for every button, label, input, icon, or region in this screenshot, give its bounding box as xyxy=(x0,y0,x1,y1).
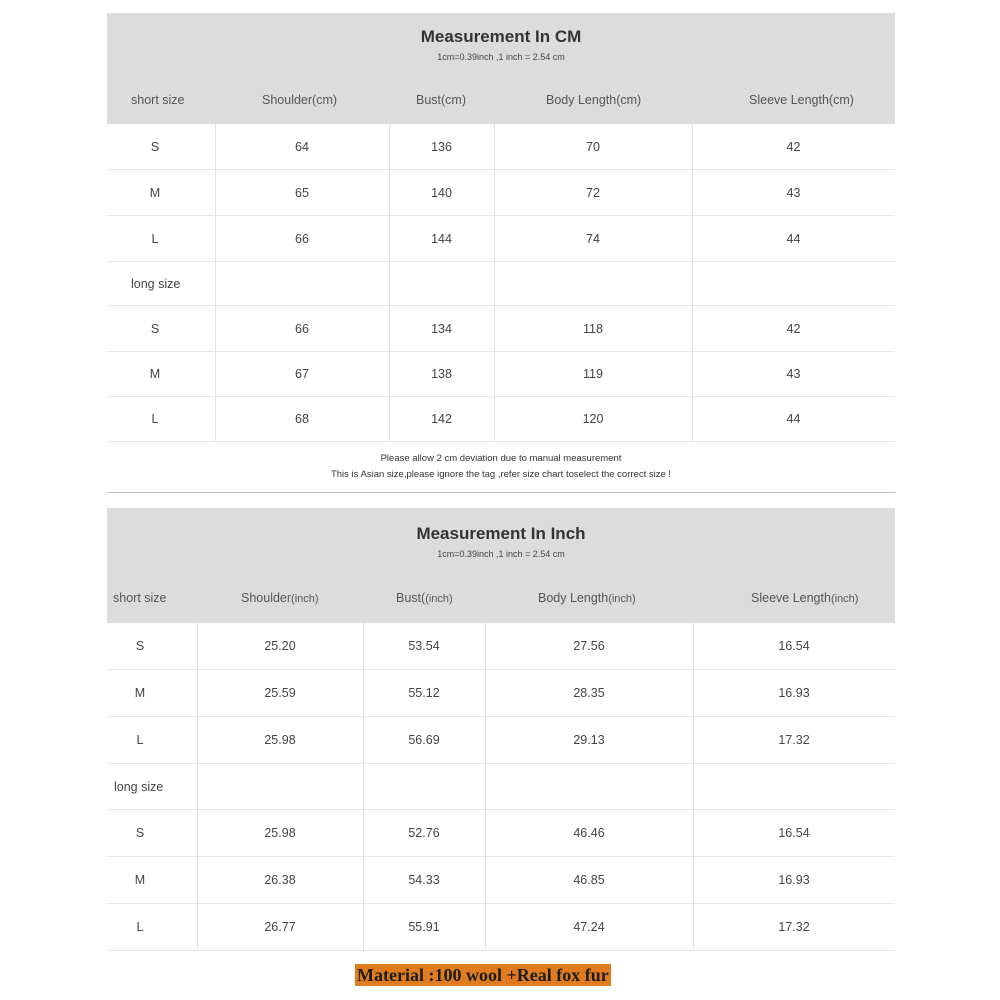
sleeve-length-cell: 42 xyxy=(786,139,801,154)
body-length-cell: 118 xyxy=(583,321,603,336)
sleeve-length-cell: 43 xyxy=(786,367,801,381)
bust-cell: 52.76 xyxy=(408,826,440,840)
bust-cell: 142 xyxy=(431,412,452,426)
inch-size-chart xyxy=(107,508,895,951)
asian-size-note: This is Asian size,please ignore the tag ,refer size chart toselect the correct size ! xyxy=(330,469,672,480)
size-cell: M xyxy=(134,873,146,887)
shoulder-cell: 67 xyxy=(295,367,309,381)
table-row xyxy=(107,623,895,670)
sleeve-length-cell: 16.54 xyxy=(778,639,810,653)
bust-cell: 136 xyxy=(431,139,452,154)
table-row xyxy=(107,306,895,352)
table-row xyxy=(107,904,895,951)
table-row xyxy=(107,717,895,764)
body-length-cell: 70 xyxy=(586,139,600,154)
inch-header-size: short size xyxy=(113,591,167,605)
bust-cell: 55.12 xyxy=(408,686,440,700)
shoulder-cell: 25.59 xyxy=(264,686,296,700)
shoulder-cell: 64 xyxy=(295,139,309,154)
inch-header-shoulder: Shoulder(inch) xyxy=(241,591,319,605)
sleeve-length-cell: 42 xyxy=(786,321,801,336)
cm-conversion-note: 1cm=0.39inch ,1 inch = 2.54 cm xyxy=(437,52,565,62)
table-row xyxy=(107,352,895,397)
sleeve-length-cell: 16.54 xyxy=(778,826,810,840)
table-row xyxy=(107,216,895,262)
size-cell: M xyxy=(134,686,146,700)
sleeve-length-cell: 43 xyxy=(786,185,801,200)
body-length-cell: 47.24 xyxy=(573,920,605,934)
size-cell: L xyxy=(151,231,159,246)
inch-table-header xyxy=(107,508,895,623)
body-length-cell: 46.46 xyxy=(573,826,605,840)
body-length-cell: 46.85 xyxy=(573,873,605,887)
bust-cell: 53.54 xyxy=(408,639,440,653)
sleeve-length-cell: 44 xyxy=(786,231,801,246)
shoulder-cell: 25.98 xyxy=(264,826,296,840)
inch-header-bust: Bust((inch) xyxy=(396,591,453,605)
bust-cell: 140 xyxy=(431,185,452,200)
sleeve-length-cell: 17.32 xyxy=(778,733,810,747)
sleeve-length-cell: 44 xyxy=(786,412,801,426)
long-size-label: long size xyxy=(131,276,181,291)
table-row xyxy=(107,857,895,904)
body-length-cell: 27.56 xyxy=(573,639,605,653)
size-cell: L xyxy=(151,412,159,426)
size-cell: S xyxy=(150,139,160,154)
cm-header-bust: Bust(cm) xyxy=(416,93,466,107)
body-length-cell: 28.35 xyxy=(573,686,605,700)
table-row xyxy=(107,397,895,442)
inch-conversion-note: 1cm=0.39inch ,1 inch = 2.54 cm xyxy=(437,549,565,559)
cm-size-chart xyxy=(107,13,895,493)
sleeve-length-cell: 16.93 xyxy=(778,873,810,887)
size-cell: L xyxy=(136,920,144,934)
body-length-cell: 119 xyxy=(583,367,603,381)
table-row xyxy=(107,764,895,810)
body-length-cell: 74 xyxy=(586,231,600,246)
deviation-note: Please allow 2 cm deviation due to manual measurement xyxy=(380,453,622,464)
size-cell: L xyxy=(136,733,144,747)
bust-cell: 138 xyxy=(431,367,452,381)
body-length-cell: 72 xyxy=(586,185,600,200)
section-divider xyxy=(107,492,895,493)
shoulder-cell: 68 xyxy=(295,412,309,426)
bust-cell: 54.33 xyxy=(408,873,440,887)
shoulder-cell: 26.38 xyxy=(264,873,296,887)
inch-table-title: Measurement In Inch xyxy=(416,524,586,543)
cm-table-title: Measurement In CM xyxy=(420,27,582,46)
table-row xyxy=(107,810,895,857)
bust-cell: 134 xyxy=(431,321,452,336)
size-cell: S xyxy=(135,639,145,653)
size-cell: M xyxy=(149,367,161,381)
inch-header-body-length: Body Length(inch) xyxy=(538,591,636,605)
table-row xyxy=(107,124,895,170)
size-cell: S xyxy=(150,321,160,336)
long-size-label: long size xyxy=(114,779,164,794)
shoulder-cell: 66 xyxy=(295,321,309,336)
shoulder-cell: 66 xyxy=(295,231,309,246)
shoulder-cell: 65 xyxy=(295,185,309,200)
bust-cell: 55.91 xyxy=(408,920,440,934)
size-cell: M xyxy=(149,185,161,200)
table-row xyxy=(107,170,895,216)
inch-header-sleeve-length: Sleeve Length(inch) xyxy=(751,591,859,605)
cm-header-size: short size xyxy=(131,93,185,107)
body-length-cell: 29.13 xyxy=(573,733,605,747)
size-cell: S xyxy=(135,826,145,840)
cm-header-sleeve-length: Sleeve Length(cm) xyxy=(749,93,854,107)
material-label: Material :100 wool +Real fox fur xyxy=(357,965,609,985)
shoulder-cell: 26.77 xyxy=(264,920,296,934)
cm-table-header xyxy=(107,13,895,124)
table-row xyxy=(107,262,895,306)
cm-header-body-length: Body Length(cm) xyxy=(546,93,642,107)
shoulder-cell: 25.98 xyxy=(264,733,296,747)
table-row xyxy=(107,670,895,717)
body-length-cell: 120 xyxy=(582,412,604,426)
bust-cell: 144 xyxy=(431,231,452,246)
bust-cell: 56.69 xyxy=(408,733,440,747)
sleeve-length-cell: 16.93 xyxy=(778,686,810,700)
shoulder-cell: 25.20 xyxy=(264,639,296,653)
sleeve-length-cell: 17.32 xyxy=(778,920,810,934)
cm-header-shoulder: Shoulder(cm) xyxy=(262,93,338,107)
